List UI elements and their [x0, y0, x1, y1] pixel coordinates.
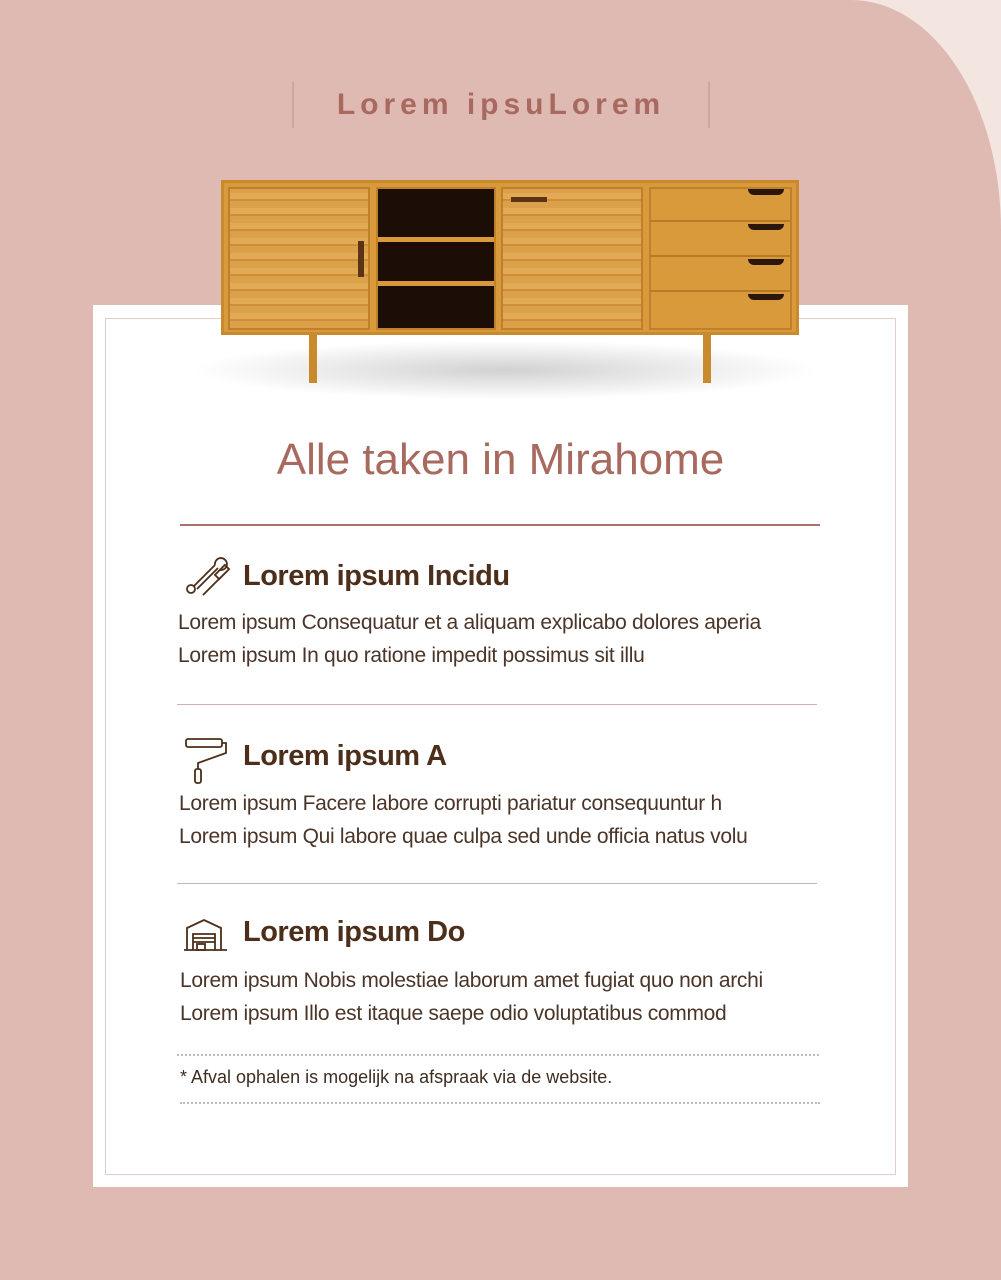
section-text: Lorem ipsum Facere labore corrupti pariatur consequuntur h Lorem ipsum Qui labore quae culpa sed unde officia natus volu	[179, 792, 748, 848]
header-banner	[292, 82, 710, 128]
dotted-divider	[180, 1102, 820, 1104]
warehouse-icon	[183, 914, 231, 962]
section-heading: Lorem ipsum Incidu	[243, 560, 510, 592]
furniture-shadow	[190, 340, 820, 400]
sideboard-image	[221, 180, 799, 335]
page-title: Alle taken in Mirahome	[276, 435, 725, 484]
header-title: Lorem ipsuLorem	[336, 88, 666, 121]
section-text: Lorem ipsum Nobis molestiae laborum amet fugiat quo non archi Lorem ipsum Illo est itaque saepe odio voluptatibus commod	[180, 969, 763, 1025]
dotted-divider	[177, 1054, 819, 1056]
section-divider	[177, 704, 817, 705]
section-text: Lorem ipsum Consequatur et a aliquam explicabo dolores aperia Lorem ipsum In quo ratione impedit possimus sit illu	[178, 611, 761, 667]
section-divider	[177, 883, 817, 884]
footnote: * Afval ophalen is mogelijk na afspraak via de website.	[180, 1067, 613, 1087]
tools-icon	[183, 553, 231, 601]
furniture-leg	[309, 335, 317, 383]
furniture-leg	[703, 335, 711, 383]
section-heading: Lorem ipsum A	[243, 740, 447, 772]
title-divider	[180, 524, 820, 526]
section-heading: Lorem ipsum Do	[243, 916, 465, 948]
paint-roller-icon	[183, 737, 231, 785]
